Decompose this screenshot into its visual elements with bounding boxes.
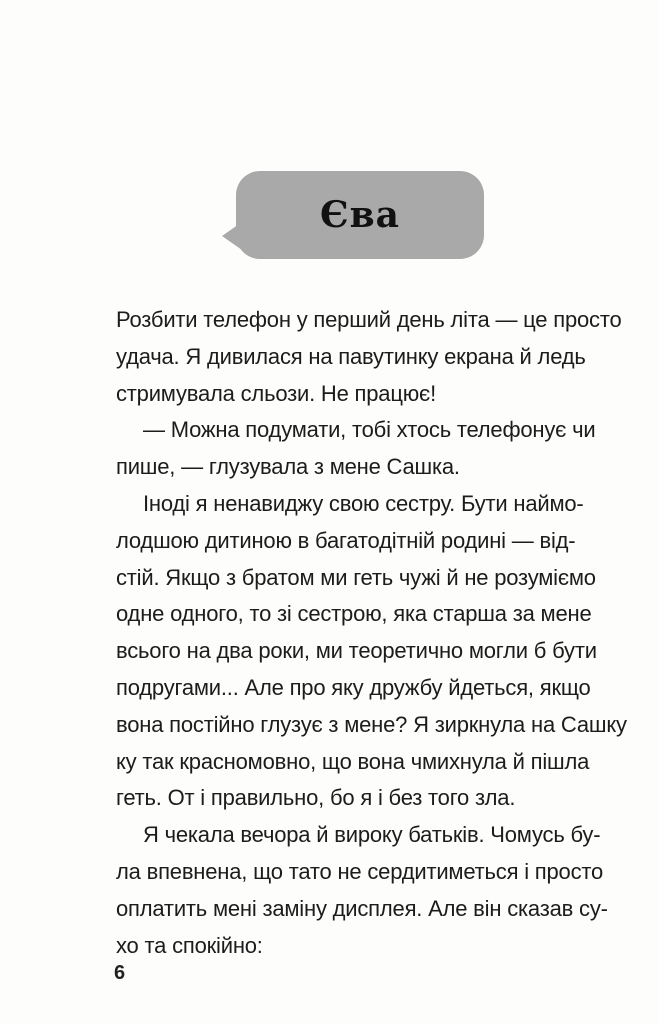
text-line: одне одного, то зі сестрою, яка старша за мене	[116, 601, 592, 627]
text-line: стримувала сльози. Не працює!	[116, 380, 436, 406]
text-line: пише, — глузувала з мене Сашка.	[116, 454, 460, 480]
chapter-heading-bubble	[236, 171, 484, 259]
text-line: Розбити телефон у перший день літа — це просто	[116, 307, 622, 332]
text-line: удача. Я дивилася на павутинку екрана й ледь	[116, 343, 586, 369]
text-line: хо та спокійно:	[116, 932, 263, 958]
page-number: 6	[114, 962, 126, 984]
text-line: геть. От і правильно, бо я і без того зла.	[116, 785, 516, 811]
text-line: лодшою дитиною в багатодітній родині — від-	[116, 527, 576, 553]
text-line: ла впевнена, що тато не сердитиметься і просто	[116, 858, 604, 884]
body-text	[116, 302, 627, 964]
text-line: стій. Якщо з братом ми геть чужі й не розуміємо	[116, 564, 596, 590]
text-line: ку так красномовно, що вона чмихнула й пішла	[116, 748, 590, 774]
chapter-title: Єва	[320, 194, 400, 236]
text-line: оплатить мені заміну дисплея. Але він сказав су-	[116, 895, 608, 921]
text-line: вона постійно глузує з мене? Я зиркнула на Сашку	[116, 711, 627, 737]
text-line: — Можна подумати, тобі хтось телефонує чи	[143, 417, 596, 443]
text-line: Я чекала вечора й вироку батьків. Чомусь бу-	[143, 822, 601, 848]
text-line: всього на два роки, ми теоретично могли б бути	[116, 638, 597, 664]
text-line: Іноді я ненавиджу свою сестру. Бути наймо-	[143, 490, 584, 516]
text-line: подругами... Але про яку дружбу йдеться, якщо	[116, 674, 591, 700]
